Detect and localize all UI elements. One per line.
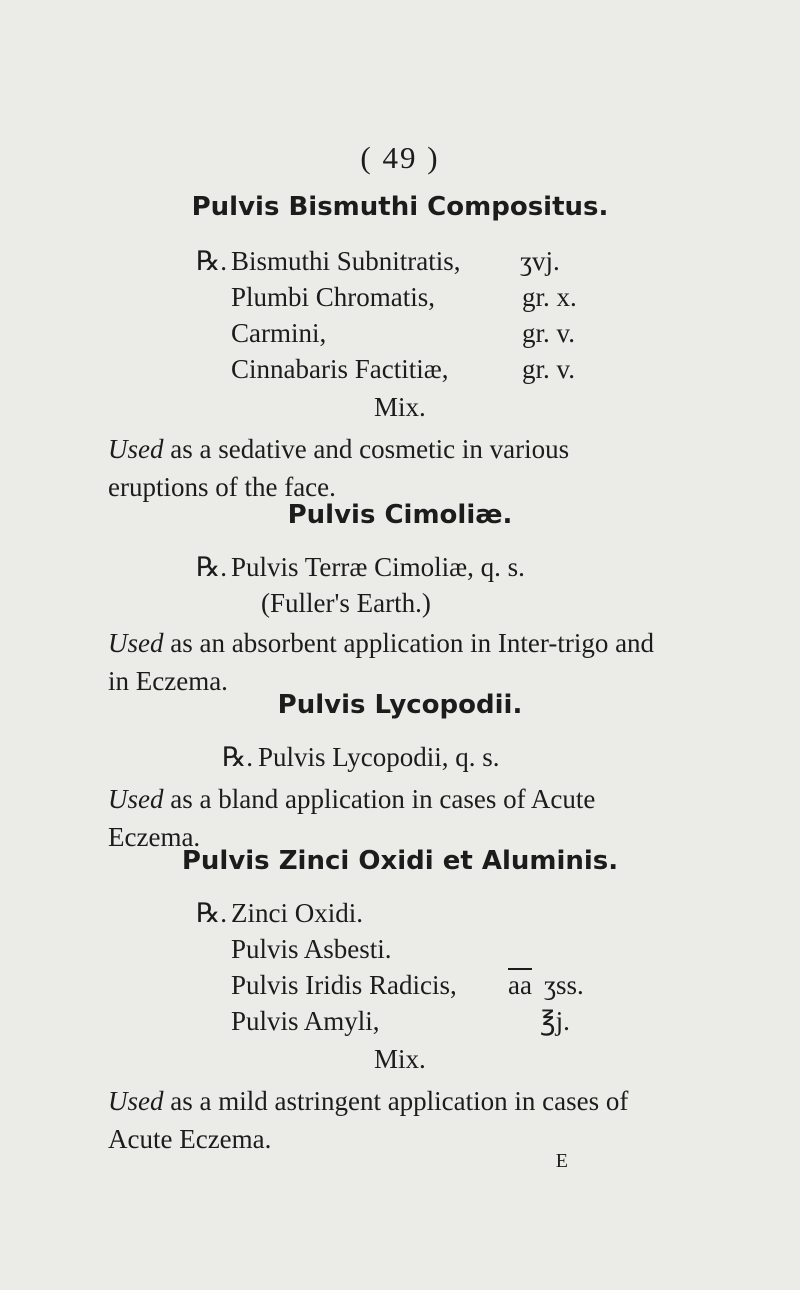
ingredient-name: Pulvis Amyli, bbox=[231, 1006, 380, 1036]
section-title-bismuthi: Pulvis Bismuthi Compositus. bbox=[191, 192, 609, 222]
note-text: as a mild astringent application in cases of Acute Eczema. bbox=[108, 1086, 629, 1154]
ingredient-name: Pulvis Terræ Cimoliæ, q. s. bbox=[231, 552, 525, 582]
ana-mark: $\overline{aa}$ bbox=[508, 970, 532, 1000]
direction-mix: Mix. bbox=[374, 1044, 426, 1074]
note-lead: Used bbox=[108, 434, 164, 464]
note-text: as a sedative and cosmetic in various eruptions of the face. bbox=[108, 434, 570, 502]
ingredient-name: Pulvis Asbesti. bbox=[231, 934, 392, 964]
ingredient-name: Plumbi Chromatis, bbox=[231, 282, 436, 312]
rx-symbol: ℞. bbox=[196, 246, 227, 276]
ingredient-name: Pulvis Lycopodii, q. s. bbox=[258, 742, 500, 772]
ingredient-dose: gr. v. bbox=[522, 318, 575, 348]
ingredient-subline: (Fuller's Earth.) bbox=[261, 588, 431, 618]
note-lead: Used bbox=[108, 1086, 164, 1116]
ingredient-dose: gr. v. bbox=[522, 354, 575, 384]
section-title-cimoliae: Pulvis Cimoliæ. bbox=[287, 500, 513, 530]
ingredient-name: Bismuthi Subnitratis, bbox=[231, 246, 461, 276]
rx-symbol: ℞. bbox=[222, 742, 253, 772]
signature-mark: E bbox=[555, 1150, 568, 1172]
ingredient-name: Carmini, bbox=[231, 318, 327, 348]
usage-note bbox=[108, 780, 668, 856]
ingredient-dose: gr. x. bbox=[522, 282, 577, 312]
ingredient-name: Pulvis Iridis Radicis, bbox=[231, 970, 457, 1000]
ingredient-dose: ℥j. bbox=[540, 1006, 570, 1036]
usage-note bbox=[108, 1082, 668, 1158]
ingredient-dose: ʒvj. bbox=[520, 246, 560, 276]
note-text: as a bland application in cases of Acute Eczema. bbox=[108, 784, 596, 852]
ingredient-name: Zinci Oxidi. bbox=[231, 898, 363, 928]
ingredient-name: Cinnabaris Factitiæ, bbox=[231, 354, 449, 384]
section-title-lycopodii: Pulvis Lycopodii. bbox=[277, 690, 523, 720]
ingredient-dose: ʒss. bbox=[544, 970, 584, 1000]
page-number: ( 49 ) bbox=[360, 140, 440, 175]
note-lead: Used bbox=[108, 628, 164, 658]
rx-symbol: ℞. bbox=[196, 552, 227, 582]
note-lead: Used bbox=[108, 784, 164, 814]
section-title-zinci: Pulvis Zinci Oxidi et Aluminis. bbox=[181, 846, 619, 876]
usage-note bbox=[108, 624, 668, 700]
note-text: as an absorbent application in Inter-trigo and in Eczema. bbox=[108, 628, 655, 696]
usage-note bbox=[108, 430, 668, 506]
direction-mix: Mix. bbox=[374, 392, 426, 422]
rx-symbol: ℞. bbox=[196, 898, 227, 928]
